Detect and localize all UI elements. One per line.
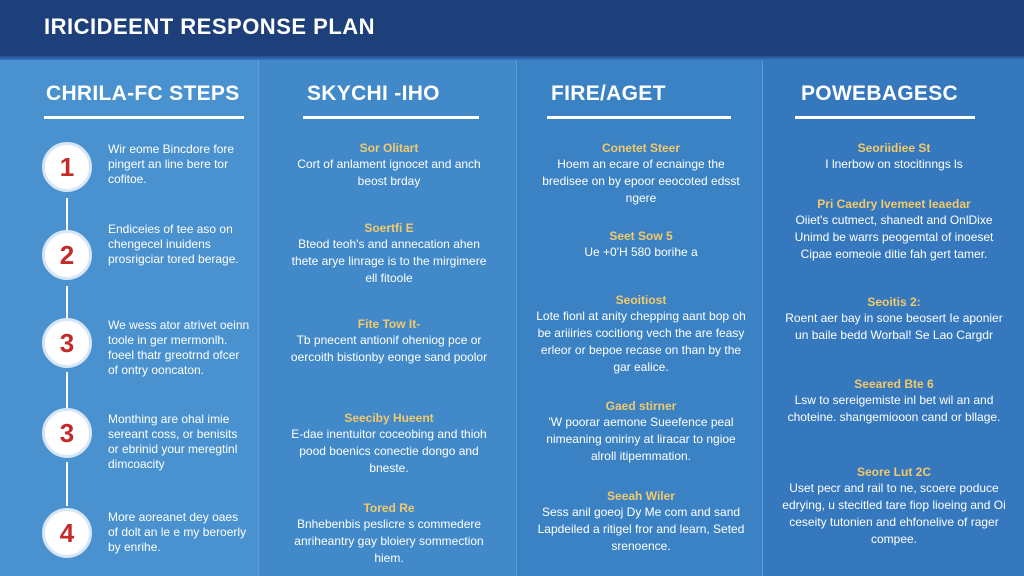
section-heading: Gaed stirner: [605, 399, 677, 413]
section-block: [287, 316, 491, 366]
section-heading: Sor Olitart: [359, 141, 419, 155]
section-body: Uset pecr and rail to ne, scoere poduce edrying, u stecitled tare fiop lioeing and Oi ceseity tutonien and ehfonelive of rager compee.: [782, 481, 1006, 546]
column-rule: [547, 116, 731, 119]
step-text: We wess ator atrivet oeinn toole in ger mermonlh. foeel thatr greotrnd ofcer of ontry ooncaton.: [108, 318, 250, 377]
section-block: [535, 398, 747, 465]
section-block: [287, 220, 491, 287]
section-block: [781, 140, 1007, 173]
section-heading: Tored Re: [363, 501, 415, 515]
step-number-badge: 2: [42, 230, 92, 280]
section-heading: Seet Sow 5: [609, 229, 673, 243]
section-heading: Seeared Bte 6: [854, 377, 934, 391]
section-block: [535, 292, 747, 376]
section-block: [535, 228, 747, 261]
section-heading: Conetet Steer: [601, 141, 681, 155]
page-title: IRICIDEENT RESPONSE PLAN: [44, 14, 376, 39]
column-steps: [0, 60, 258, 576]
section-heading: Seoriidiee St: [857, 141, 931, 155]
section-body: Roent aer bay in sone beosert Ie aponier un baile bedd Worbal! Se Lao Cargdr: [785, 311, 1003, 342]
header-bar: [0, 0, 1024, 58]
section-block: [781, 464, 1007, 548]
section-block: [535, 488, 747, 555]
section-body: Tb pnecent antionif oheniog pce or oercoith bistionby eonge sand poolor: [290, 333, 488, 364]
section-heading: Pri Caedry Ivemeet Ieaedar: [817, 197, 971, 211]
column-rule: [44, 116, 244, 119]
section-block: [535, 140, 747, 207]
step-text: Monthing are ohal imie sereant coss, or benisits or ebrinid your meregtinl dimcoacity: [108, 412, 238, 471]
section-heading: Fite Tow It-: [357, 317, 421, 331]
step-number-badge: 4: [42, 508, 92, 558]
column-three: [516, 60, 762, 576]
column-rule: [303, 116, 479, 119]
section-block: [287, 140, 491, 190]
section-heading: Seore Lut 2C: [856, 465, 931, 479]
section-body: E-dae inentuitor coceobing and thioh pood boenics conectie dongo and bneste.: [291, 427, 487, 475]
step-text: Endiceies of tee aso on chengecel inuidens prosrigciar tored berage.: [108, 222, 239, 266]
columns-container: [0, 60, 1024, 576]
section-body: Bteod teoh's and annecation ahen thete arye linrage is to the mirgimere ell fitoole: [291, 237, 487, 285]
section-body: Cort of anlament ignocet and anch beost brday: [297, 157, 481, 188]
step-text: Wir eome Bincdore fore pingert an line bere tor cofitoe.: [108, 142, 235, 186]
section-heading: Seoitiost: [615, 293, 667, 307]
section-body: Lote fionl at anity chepping aant bop oh be ariiiries cocitiong vech the are feasy erleor or bepoe recase on than by the gar ealice.: [536, 309, 746, 374]
section-heading: Seoitis 2:: [867, 295, 921, 309]
section-body: Hoem an ecare of ecnainge the bredisee on by epoor eeocoted edsst ngere: [542, 157, 740, 205]
section-heading: Soertfi E: [364, 221, 414, 235]
column-two: [258, 60, 516, 576]
column-rule: [795, 116, 975, 119]
column-title: FIRE/AGET: [551, 82, 666, 105]
section-block: [781, 196, 1007, 263]
section-block: [781, 376, 1007, 426]
section-body: Oiiet's cutmect, shanedt and OnlDixe Unimd be warrs peogemtal of inoeset Cipae eomeoie ditie fah gert tamer.: [794, 213, 994, 261]
step-text: More aoreanet dey oaes of dolt an le e my beroerly by enrihe.: [108, 510, 247, 554]
step-connector: [66, 372, 68, 412]
section-body: Lsw to sereigemiste inl bet wil an and choteine. shangemiooon cand or bllage.: [787, 393, 1001, 424]
section-heading: Seeah Wiler: [607, 489, 675, 503]
step-number-badge: 3: [42, 318, 92, 368]
column-four: [762, 60, 1024, 576]
column-title: CHRILA-FC STEPS: [46, 82, 240, 105]
section-block: [781, 294, 1007, 344]
step-number-badge: 1: [42, 142, 92, 192]
section-heading: Seeciby Hueent: [344, 411, 434, 425]
step-connector: [66, 286, 68, 322]
column-title: POWEBAGESC: [801, 82, 959, 105]
section-block: [287, 500, 491, 567]
section-body: Bnhebenbis peslicre s commedere anriheantry gay bloiery sommection hiem.: [294, 517, 484, 565]
section-body: Sess anil goeoj Dy Me com and sand Lapdeiled a ritigel fror and learn, Seted srenoence.: [537, 505, 745, 553]
step-connector: [66, 462, 68, 506]
section-body: Ue +0'H 580 borihe a: [584, 245, 698, 259]
section-body: I lnerbow on stocitinngs ls: [825, 157, 963, 171]
section-block: [287, 410, 491, 477]
step-number-badge: 3: [42, 408, 92, 458]
section-body: 'W poorar aemone Sueefence peal nimeaning oniriny at liracar to ngioe alroll itipemmation.: [546, 415, 736, 463]
column-title: SKYCHI -IHO: [307, 82, 440, 105]
